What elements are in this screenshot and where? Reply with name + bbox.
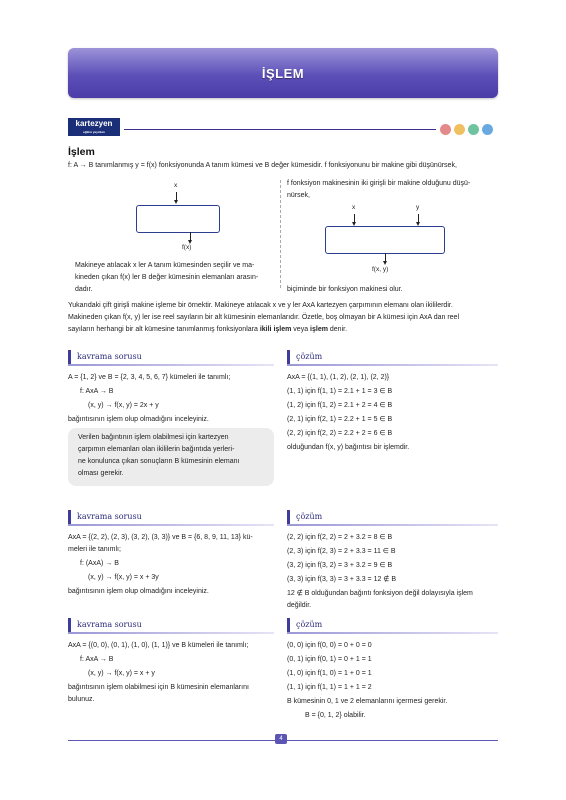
header-underline bbox=[68, 632, 274, 634]
s3-line-4: (1, 1) için f(1, 1) = 1 + 1 = 2 bbox=[287, 684, 372, 691]
q3-line-1: AxA = {(0, 0), (0, 1), (1, 0), (1, 1)} ve B kümeleri ile tanımlı; bbox=[68, 642, 249, 649]
q3-line-5: bulunuz. bbox=[68, 696, 95, 703]
header-banner bbox=[68, 48, 498, 98]
solution-header-1 bbox=[287, 350, 498, 364]
s1-line-1: AxA = {(1, 1), (1, 2), (2, 1), (2, 2)} bbox=[287, 374, 390, 381]
q1-line-1: A = {1, 2} ve B = {2, 3, 4, 5, 6, 7} kümeleri ile tanımlı; bbox=[68, 374, 231, 381]
publisher-logo bbox=[68, 118, 120, 136]
s3-line-2: (0, 1) için f(0, 1) = 0 + 1 = 1 bbox=[287, 656, 372, 663]
publisher-tagline: eğitim yayınları bbox=[83, 130, 105, 134]
q1-line-2: f: AxA → B bbox=[80, 388, 114, 395]
paragraph-line-3 bbox=[68, 324, 508, 336]
term-islem: işlem bbox=[310, 326, 328, 333]
hint-line-4: olması gerekir. bbox=[78, 470, 124, 477]
right-description-2: nürsek, bbox=[287, 192, 310, 199]
q2-line-4: (x, y) → f(x, y) = x + 3y bbox=[88, 574, 159, 581]
q2-line-1: AxA = {(2, 2), (2, 3), (3, 2), (3, 3)} ve B = {6, 8, 9, 11, 13} kü- bbox=[68, 534, 253, 541]
input-arrow bbox=[176, 192, 177, 202]
solution-header-3 bbox=[287, 618, 498, 632]
header-rule bbox=[124, 129, 436, 130]
s2-line-4: (3, 3) için f(3, 3) = 3 + 3.3 = 12 ∉ B bbox=[287, 576, 397, 583]
s3-line-5: B kümesinin 0, 1 ve 2 elemanlarını içermesi gerekir. bbox=[287, 698, 448, 705]
machine-input-x2: x bbox=[352, 204, 356, 211]
decor-dot-green bbox=[468, 124, 479, 135]
section-title: İşlem bbox=[68, 146, 95, 158]
machine-input-y: y bbox=[416, 204, 420, 211]
s2-line-6: değildir. bbox=[287, 602, 312, 609]
question-label: kavrama sorusu bbox=[68, 350, 142, 364]
input-arrow-x bbox=[354, 214, 355, 224]
header-underline bbox=[287, 524, 498, 526]
solution-label: çözüm bbox=[287, 350, 322, 364]
q1-line-3: (x, y) → f(x, y) = 2x + y bbox=[88, 402, 159, 409]
s3-line-1: (0, 0) için f(0, 0) = 0 + 0 = 0 bbox=[287, 642, 372, 649]
hint-line-1: Verilen bağıntının işlem olabilmesi için kartezyen bbox=[78, 434, 229, 441]
left-description-3: dadır. bbox=[75, 286, 93, 293]
paragraph-text: veya bbox=[291, 326, 311, 333]
paragraph-text: sayıların herhangi bir alt kümesine tanımlanmış fonksiyonlara bbox=[68, 326, 260, 333]
q2-line-3: f: (AxA) → B bbox=[80, 560, 119, 567]
hint-line-2: çarpımın elemanları olan ikililerin bağıntıda yerleri- bbox=[78, 446, 235, 453]
input-arrow-y bbox=[418, 214, 419, 224]
header-underline bbox=[68, 364, 274, 366]
question-label: kavrama sorusu bbox=[68, 618, 142, 632]
header-underline bbox=[287, 632, 498, 634]
q3-line-3: (x, y) → f(x, y) = x + y bbox=[88, 670, 155, 677]
question-label: kavrama sorusu bbox=[68, 510, 142, 524]
left-description-1: Makineye atılacak x ler A tanım kümesinden seçilir ve ma- bbox=[75, 262, 255, 269]
intro-line: f: A → B tanımlanmış y = f(x) fonksiyonunda A tanım kümesi ve B değer kümesidir. f fonksiyonunu bir makine gibi düşünürsek, bbox=[68, 162, 457, 169]
left-description-2: kineden çıkan f(x) ler B değer kümesinin elemanları arasın- bbox=[75, 274, 259, 281]
solution-label: çözüm bbox=[287, 618, 322, 632]
right-description-1: f fonksiyon makinesinin iki girişli bir makine olduğunu düşü- bbox=[287, 180, 471, 187]
term-ikili-islem: ikili işlem bbox=[259, 326, 292, 333]
paragraph-line-2: Makineden çıkan f(x, y) ler ise reel sayıların bir alt kümesinin elemanlarıdır. Özetle, boş olmayan bir A kümesi için AxA dan reel bbox=[68, 314, 460, 321]
question-header-2 bbox=[68, 510, 274, 524]
hint-line-3: ne konulunca çıkan sonuçların B kümesinin elemanı bbox=[78, 458, 240, 465]
function-machine bbox=[136, 205, 220, 233]
s1-line-5: (2, 2) için f(2, 2) = 2.2 + 2 = 6 ∈ B bbox=[287, 430, 393, 437]
q3-line-4: bağıntısının işlem olabilmesi için B kümesinin elemanlarını bbox=[68, 684, 249, 691]
q2-line-2: meleri ile tanımlı; bbox=[68, 546, 121, 553]
header-underline bbox=[68, 524, 274, 526]
page-header-title: İŞLEM bbox=[261, 66, 305, 81]
s1-line-2: (1, 1) için f(1, 1) = 2.1 + 1 = 3 ∈ B bbox=[287, 388, 393, 395]
page-number: 4 bbox=[275, 734, 287, 744]
s2-line-5: 12 ∉ B olduğundan bağıntı fonksiyon değil dolayısıyla işlem bbox=[287, 590, 473, 597]
s2-line-1: (2, 2) için f(2, 2) = 2 + 3.2 = 8 ∈ B bbox=[287, 534, 393, 541]
question-header-1 bbox=[68, 350, 274, 364]
solution-header-2 bbox=[287, 510, 498, 524]
question-header-3 bbox=[68, 618, 274, 632]
s2-line-3: (3, 2) için f(3, 2) = 3 + 3.2 = 9 ∈ B bbox=[287, 562, 393, 569]
solution-label: çözüm bbox=[287, 510, 322, 524]
decor-dot-red bbox=[440, 124, 451, 135]
publisher-name: kartezyen bbox=[75, 119, 113, 128]
q3-line-2: f: AxA → B bbox=[80, 656, 114, 663]
output-arrow bbox=[190, 232, 191, 242]
s3-line-6: B = {0, 1, 2} olabilir. bbox=[305, 712, 366, 719]
s3-line-3: (1, 0) için f(1, 0) = 1 + 0 = 1 bbox=[287, 670, 372, 677]
output-arrow-2 bbox=[385, 253, 386, 263]
machine-output-fx: f(x) bbox=[182, 244, 192, 251]
decor-dot-yellow bbox=[454, 124, 465, 135]
column-divider bbox=[280, 180, 281, 288]
q2-line-5: bağıntısının işlem olup olmadığını inceleyiniz. bbox=[68, 588, 209, 595]
machine-input-x: x bbox=[174, 182, 178, 189]
s1-line-4: (2, 1) için f(2, 1) = 2.2 + 1 = 5 ∈ B bbox=[287, 416, 393, 423]
right-description-3: biçiminde bir fonksiyon makinesi olur. bbox=[287, 286, 403, 293]
paragraph-line-1: Yukarıdaki çift girişli makine işleme bir örnektir. Makineye atılacak x ve y ler AxA kartezyen çarpımının elemanı olan ikililerdir. bbox=[68, 302, 453, 309]
decor-dot-blue bbox=[482, 124, 493, 135]
two-input-function-machine bbox=[325, 226, 445, 254]
paragraph-text: denir. bbox=[327, 326, 348, 333]
s1-line-6: olduğundan f(x, y) bağıntısı bir işlemdir. bbox=[287, 444, 410, 451]
s1-line-3: (1, 2) için f(1, 2) = 2.1 + 2 = 4 ∈ B bbox=[287, 402, 393, 409]
q1-line-4: bağıntısının işlem olup olmadığını inceleyiniz. bbox=[68, 416, 209, 423]
header-underline bbox=[287, 364, 498, 366]
s2-line-2: (2, 3) için f(2, 3) = 2 + 3.3 = 11 ∈ B bbox=[287, 548, 396, 555]
machine-output-fxy: f(x, y) bbox=[372, 266, 389, 273]
